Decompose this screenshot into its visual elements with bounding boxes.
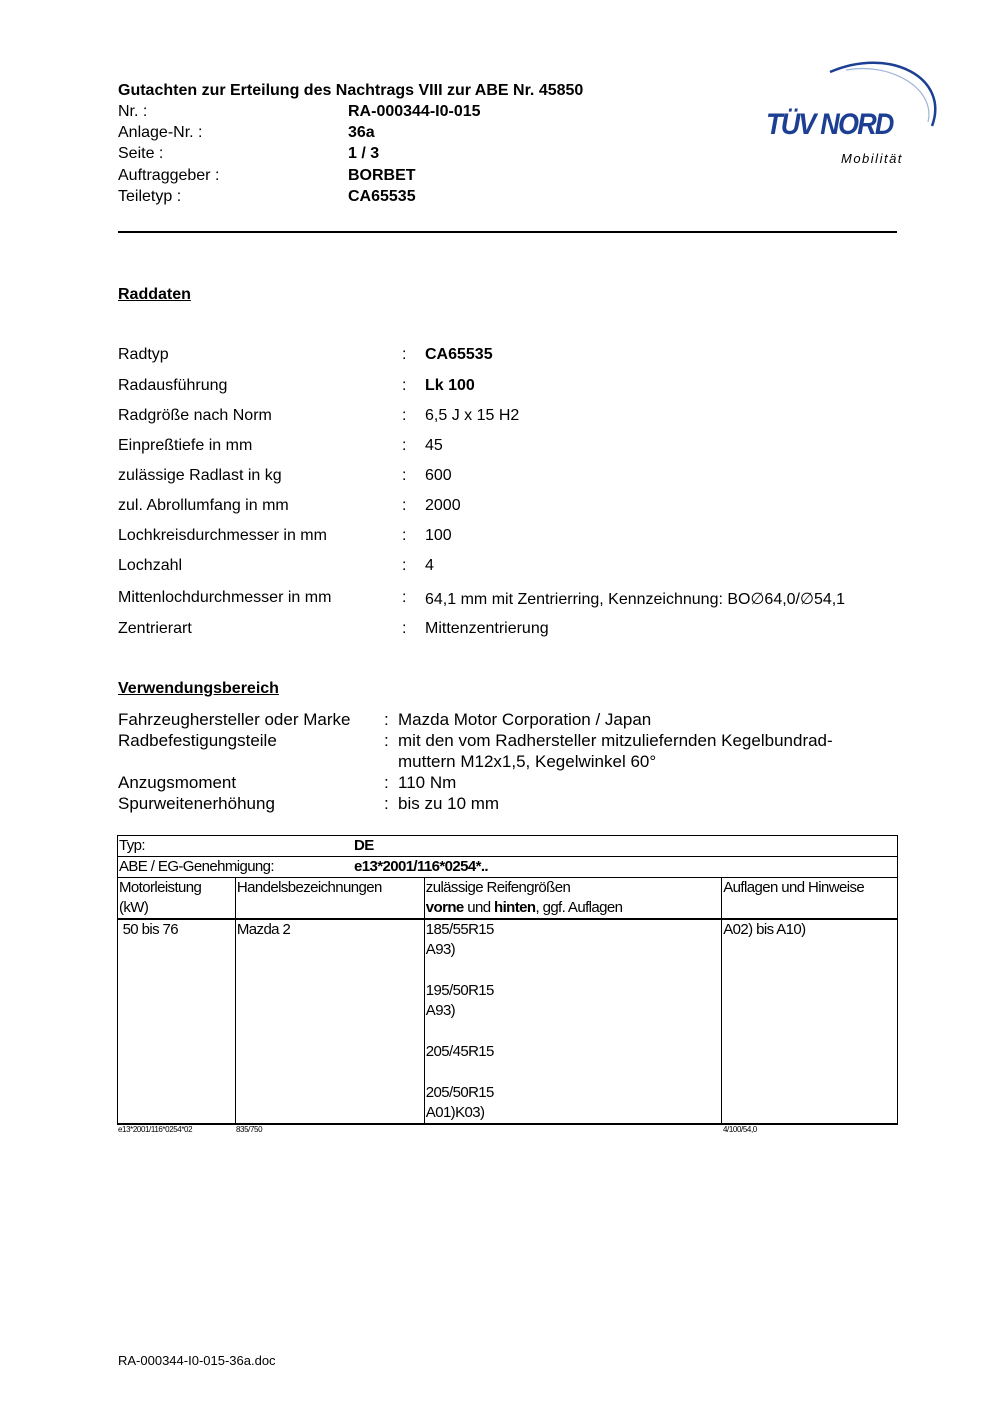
raddaten-label: Zentrierart xyxy=(118,620,192,637)
tyre-line xyxy=(426,1062,720,1083)
document-filename: RA-000344-I0-015-36a.doc xyxy=(118,1353,276,1368)
raddaten-value: Mittenzentrierung xyxy=(425,620,549,637)
tyre-line: A01)K03) xyxy=(425,1104,485,1121)
header-auflagen: Auflagen und Hinweise xyxy=(722,878,898,920)
verwendung-value: 110 Nm xyxy=(398,773,457,792)
raddaten-label: Radausführung xyxy=(118,377,228,394)
abe-cell xyxy=(118,857,898,878)
abe-value: e13*2001/116*0254*.. xyxy=(354,858,488,875)
header-text: Motorleistung xyxy=(119,879,202,896)
header-text: zulässige Reifengrößen xyxy=(425,879,571,896)
header-value: BORBET xyxy=(348,167,416,184)
header-value: 36a xyxy=(348,124,375,141)
tyre-line: 195/50R15 xyxy=(425,982,494,999)
raddaten-value: Lk 100 xyxy=(425,377,475,394)
header-text: (kW) xyxy=(119,899,149,916)
header-label: Nr. : xyxy=(118,103,148,120)
tyre-line: 185/55R15 xyxy=(425,921,494,938)
table-header-row xyxy=(118,878,898,920)
header-value: 1 / 3 xyxy=(348,145,380,162)
colon: : xyxy=(402,527,407,544)
raddaten-label: Lochzahl xyxy=(118,557,183,574)
colon: : xyxy=(402,589,407,606)
colon: : xyxy=(402,407,407,424)
tyre-line: 205/50R15 xyxy=(425,1084,494,1101)
typ-cell xyxy=(118,836,898,857)
header-row-nr xyxy=(118,103,678,124)
verwendung-row xyxy=(118,731,908,775)
verwendung-title: Verwendungsbereich xyxy=(118,680,279,697)
header-handelsbezeichnungen: Handelsbezeichnungen xyxy=(235,878,424,920)
cell-power: 50 bis 76 xyxy=(118,919,236,1124)
header-bold: hinten xyxy=(494,899,536,916)
footnote-weight: 835/750 xyxy=(236,1125,263,1134)
header-row-teiletyp xyxy=(118,188,678,209)
header-divider xyxy=(118,231,897,233)
typ-value: DE xyxy=(354,837,374,854)
raddaten-row xyxy=(118,467,908,489)
header-value: CA65535 xyxy=(348,188,416,205)
raddaten-label: Radgröße nach Norm xyxy=(118,407,272,424)
header-text: , ggf. Auflagen xyxy=(535,899,623,916)
tyre-line: A93) xyxy=(425,941,456,958)
raddaten-row xyxy=(118,407,908,429)
colon: : xyxy=(402,437,407,454)
typ-label: Typ: xyxy=(119,837,145,854)
raddaten-label: Einpreßtiefe in mm xyxy=(118,437,253,454)
vehicle-table xyxy=(117,835,898,1125)
colon: : xyxy=(402,377,407,394)
colon: : xyxy=(384,794,389,813)
header-text: und xyxy=(463,899,495,916)
raddaten-label: Mittenlochdurchmesser in mm xyxy=(118,589,332,606)
raddaten-value: 64,1 mm mit Zentrierring, Kennzeichnung: BO∅64,0/∅54,1 xyxy=(425,591,846,608)
tyre-line: A93) xyxy=(425,1002,456,1019)
header-row-anlage xyxy=(118,124,678,145)
raddaten-value: 100 xyxy=(425,527,452,544)
verwendung-value: bis zu 10 mm xyxy=(398,794,500,813)
logo-brand: TÜV NORD xyxy=(766,108,893,141)
raddaten-row xyxy=(118,346,908,368)
logo-tagline: Mobilität xyxy=(841,151,903,166)
verwendung-label: Fahrzeughersteller oder Marke xyxy=(118,710,351,729)
raddaten-value: 4 xyxy=(425,557,434,574)
raddaten-row xyxy=(118,377,908,399)
tyre-line xyxy=(426,1021,720,1042)
raddaten-row xyxy=(118,437,908,459)
raddaten-value: 45 xyxy=(425,437,443,454)
document-title: Gutachten zur Erteilung des Nachtrags VIII zur ABE Nr. 45850 xyxy=(118,82,584,99)
header-label: Anlage-Nr. : xyxy=(118,124,203,141)
colon: : xyxy=(402,497,407,514)
table-row xyxy=(118,919,898,1124)
raddaten-title: Raddaten xyxy=(118,286,191,303)
raddaten-label: Radtyp xyxy=(118,346,169,363)
colon: : xyxy=(402,346,407,363)
verwendung-value: mit den vom Radhersteller mitzuliefernden Kegelbundrad- xyxy=(398,731,833,750)
raddaten-label: zul. Abrollumfang in mm xyxy=(118,497,289,514)
raddaten-value: 600 xyxy=(425,467,452,484)
raddaten-value: 2000 xyxy=(425,497,461,514)
header-value: RA-000344-I0-015 xyxy=(348,103,481,120)
raddaten-row xyxy=(118,557,908,579)
table-row-abe xyxy=(118,857,898,878)
cell-notes: A02) bis A10) xyxy=(722,919,898,1124)
raddaten-label: Lochkreisdurchmesser in mm xyxy=(118,527,327,544)
header-label: Teiletyp : xyxy=(118,188,182,205)
verwendung-row xyxy=(118,710,908,732)
colon: : xyxy=(402,467,407,484)
verwendung-value: Mazda Motor Corporation / Japan xyxy=(398,710,652,729)
raddaten-value: CA65535 xyxy=(425,346,493,363)
verwendung-row xyxy=(118,773,908,795)
cell-name: Mazda 2 xyxy=(235,919,424,1124)
header-label: Seite : xyxy=(118,145,164,162)
raddaten-row xyxy=(118,527,908,549)
header-row-seite xyxy=(118,145,678,166)
colon: : xyxy=(384,710,389,729)
tyre-line: 205/45R15 xyxy=(425,1043,494,1060)
raddaten-row xyxy=(118,620,908,642)
footnote-abe: e13*2001/116*0254*02 xyxy=(118,1125,193,1134)
header-label: Auftraggeber : xyxy=(118,167,220,184)
tyre-line xyxy=(426,960,720,981)
colon: : xyxy=(402,620,407,637)
header-text-line2 xyxy=(426,898,720,918)
colon: : xyxy=(384,731,389,750)
verwendung-value-continued: muttern M12x1,5, Kegelwinkel 60° xyxy=(398,752,657,771)
verwendung-row xyxy=(118,794,908,816)
footnote-bolt-pattern: 4/100/54,0 xyxy=(723,1125,757,1134)
colon: : xyxy=(402,557,407,574)
raddaten-row xyxy=(118,589,908,611)
verwendung-label: Anzugsmoment xyxy=(118,773,237,792)
raddaten-value: 6,5 J x 15 H2 xyxy=(425,407,520,424)
verwendung-label: Radbefestigungsteile xyxy=(118,731,277,750)
colon: : xyxy=(384,773,389,792)
abe-label: ABE / EG-Genehmigung: xyxy=(119,858,274,875)
header-bold: vorne xyxy=(425,899,464,916)
raddaten-label: zulässige Radlast in kg xyxy=(118,467,282,484)
header-motorleistung xyxy=(118,878,236,920)
header-row-auftraggeber xyxy=(118,167,678,188)
table-row-typ xyxy=(118,836,898,857)
verwendung-label: Spurweitenerhöhung xyxy=(118,794,275,813)
header-reifengroessen xyxy=(424,878,721,920)
cell-tyres xyxy=(424,919,721,1124)
raddaten-row xyxy=(118,497,908,519)
tuev-nord-logo xyxy=(760,58,945,170)
